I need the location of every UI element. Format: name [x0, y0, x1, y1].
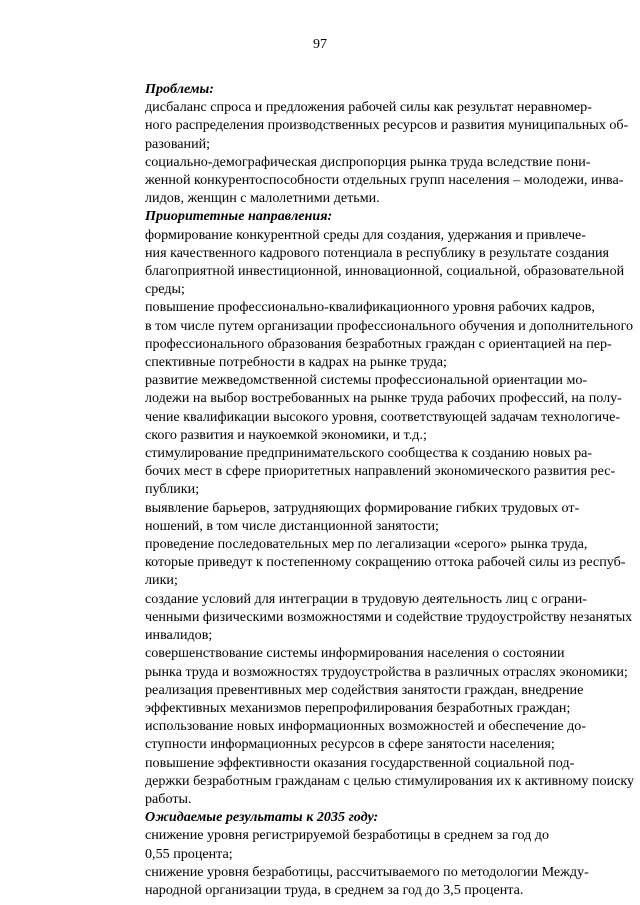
text-line: лидов, женщин с малолетними детьми. [145, 190, 380, 207]
text-line: проведение последовательных мер по легализации «серого» рынка труда, [145, 536, 588, 553]
text-line: чение квалификации высокого уровня, соответствующей задачам технологиче- [145, 408, 621, 425]
text-line: использование новых информационных возможностей и обеспечение до- [145, 718, 587, 735]
paragraph [107, 499, 580, 535]
text-line: рынка труда и возможностях трудоустройства в различных отраслях экономики; [145, 663, 628, 680]
paragraph [107, 535, 626, 590]
document-body [107, 80, 635, 899]
text-line: женной конкурентоспособности отдельных групп населения – молодежи, инва- [145, 172, 624, 189]
text-line: ступности информационных ресурсов в сфере занятости населения; [145, 736, 555, 753]
text-line: держки безработным гражданам с целью стимулирования их к активному поиску [145, 772, 635, 789]
text-line: профессионального образования безработных граждан с ориентацией на пер- [145, 335, 612, 352]
paragraph [107, 717, 587, 753]
text-line: формирование конкурентной среды для создания, удержания и привлече- [145, 226, 586, 243]
text-line: работы. [145, 790, 192, 807]
text-line: выявление барьеров, затрудняющих формирование гибких трудовых от- [145, 499, 580, 516]
text-line: ского развития и наукоемкой экономики, и т.д.; [145, 426, 427, 443]
text-line: снижение уровня регистрируемой безработицы в среднем за год до [145, 827, 550, 844]
text-line: ношений, в том числе дистанционной занятости; [145, 517, 439, 534]
text-line: эффективных механизмов перепрофилирования безработных граждан; [145, 699, 571, 716]
text-line: ного распределения производственных ресурсов и развития муниципальных об- [145, 117, 629, 134]
section-heading: Проблемы: [145, 81, 215, 97]
text-line: спективные потребности в кадрах на рынке труда; [145, 354, 447, 371]
text-line: среды; [145, 281, 185, 298]
text-line: снижение уровня безработицы, рассчитываемого по методологии Между- [145, 863, 589, 880]
paragraph [107, 298, 634, 371]
text-line: повышение эффективности оказания государственной социальной под- [145, 754, 575, 771]
text-line: ния качественного кадрового потенциала в республику в результате создания [145, 244, 610, 261]
page-number: 97 [312, 36, 328, 52]
paragraph [107, 826, 550, 862]
paragraph [107, 681, 584, 717]
text-line: повышение профессионально-квалификационного уровня рабочих кадров, [145, 299, 595, 316]
section-heading: Приоритетные направления: [145, 208, 333, 225]
text-line: бочих мест в сфере приоритетных направлений экономического развития рес- [145, 463, 616, 480]
paragraph [107, 226, 625, 299]
text-line: в том числе путем организации профессионального обучения и дополнительного [145, 317, 634, 334]
text-line: благоприятной инвестиционной, инновационной, социальной, образовательной [145, 263, 625, 280]
text-line: которые приведут к постепенному сокращению оттока рабочей силы из респуб- [145, 554, 626, 571]
paragraph [107, 98, 629, 153]
text-line: лики; [145, 572, 178, 589]
paragraph [107, 754, 635, 809]
paragraph [107, 590, 633, 645]
text-line: развитие межведомственной системы профессиональной ориентации мо- [145, 372, 588, 389]
paragraph [107, 644, 628, 680]
text-line: инвалидов; [145, 627, 213, 644]
text-line: стимулирование предпринимательского сообщества к созданию новых ра- [145, 445, 593, 462]
text-line: 0,55 процента; [145, 845, 233, 862]
text-line: создание условий для интеграции в трудовую деятельность лиц с ограни- [145, 590, 587, 607]
text-line: ченными физическими возможностями и содействие трудоустройству незанятых [145, 608, 633, 625]
text-line: разований; [145, 135, 211, 152]
paragraph [107, 444, 616, 499]
text-line: реализация превентивных мер содействия занятости граждан, внедрение [145, 681, 584, 698]
section-heading: Ожидаемые результаты к 2035 году: [145, 809, 379, 826]
text-line: социально-демографическая диспропорция рынка труда вследствие пони- [145, 153, 591, 170]
paragraph [107, 153, 624, 208]
text-line: совершенствование системы информирования населения о состоянии [145, 645, 565, 662]
text-line: дисбаланс спроса и предложения рабочей силы как результат неравномер- [145, 99, 592, 116]
text-line: народной организации труда, в среднем за год до 3,5 процента. [145, 881, 524, 898]
text-line: публики; [145, 481, 200, 498]
text-line: лодежи на выбор востребованных на рынке труда рабочих профессий, на полу- [145, 390, 622, 407]
paragraph [107, 863, 589, 899]
paragraph [107, 371, 622, 444]
